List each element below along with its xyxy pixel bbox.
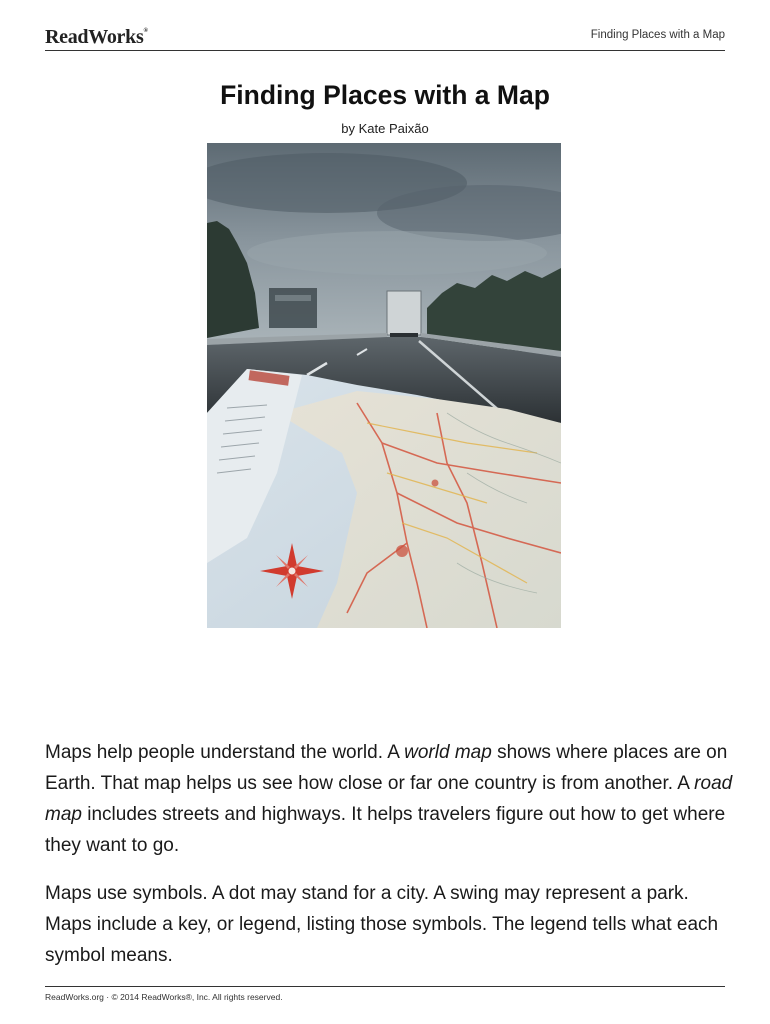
running-title: Finding Places with a Map — [590, 29, 725, 41]
term-road-map: road map — [45, 773, 733, 825]
road-trip-map-photo-icon — [207, 143, 561, 628]
page-header — [45, 22, 725, 51]
author-byline: by Kate Paixão — [341, 121, 429, 136]
page-title: Finding Places with a Map — [220, 80, 550, 110]
article-photo — [207, 143, 561, 628]
registered-mark: ® — [143, 28, 148, 35]
paragraph1-text-a: Maps help people understand the world. A — [45, 742, 405, 763]
copyright-notice: ReadWorks.org · © 2014 ReadWorks®, Inc. All rights reserved. — [45, 992, 283, 1002]
page-footer — [45, 986, 725, 1002]
readworks-logo — [45, 26, 148, 49]
logo-text: ReadWorks — [45, 26, 144, 48]
paragraph-maps-help — [45, 737, 735, 861]
paragraph1-text-c: includes streets and highways. It helps travelers figure out how to get where they want to go. — [45, 804, 726, 856]
paragraph-maps-symbols: Maps use symbols. A dot may stand for a city. A swing may represent a park. Maps include a key, or legend, listing those symbols. The legend tells what each symbol means. — [45, 883, 719, 966]
term-world-map: world map — [404, 742, 492, 763]
paragraph1-text-b: shows where places are on Earth. That map helps us see how close or far one country is from another. A — [45, 742, 728, 794]
